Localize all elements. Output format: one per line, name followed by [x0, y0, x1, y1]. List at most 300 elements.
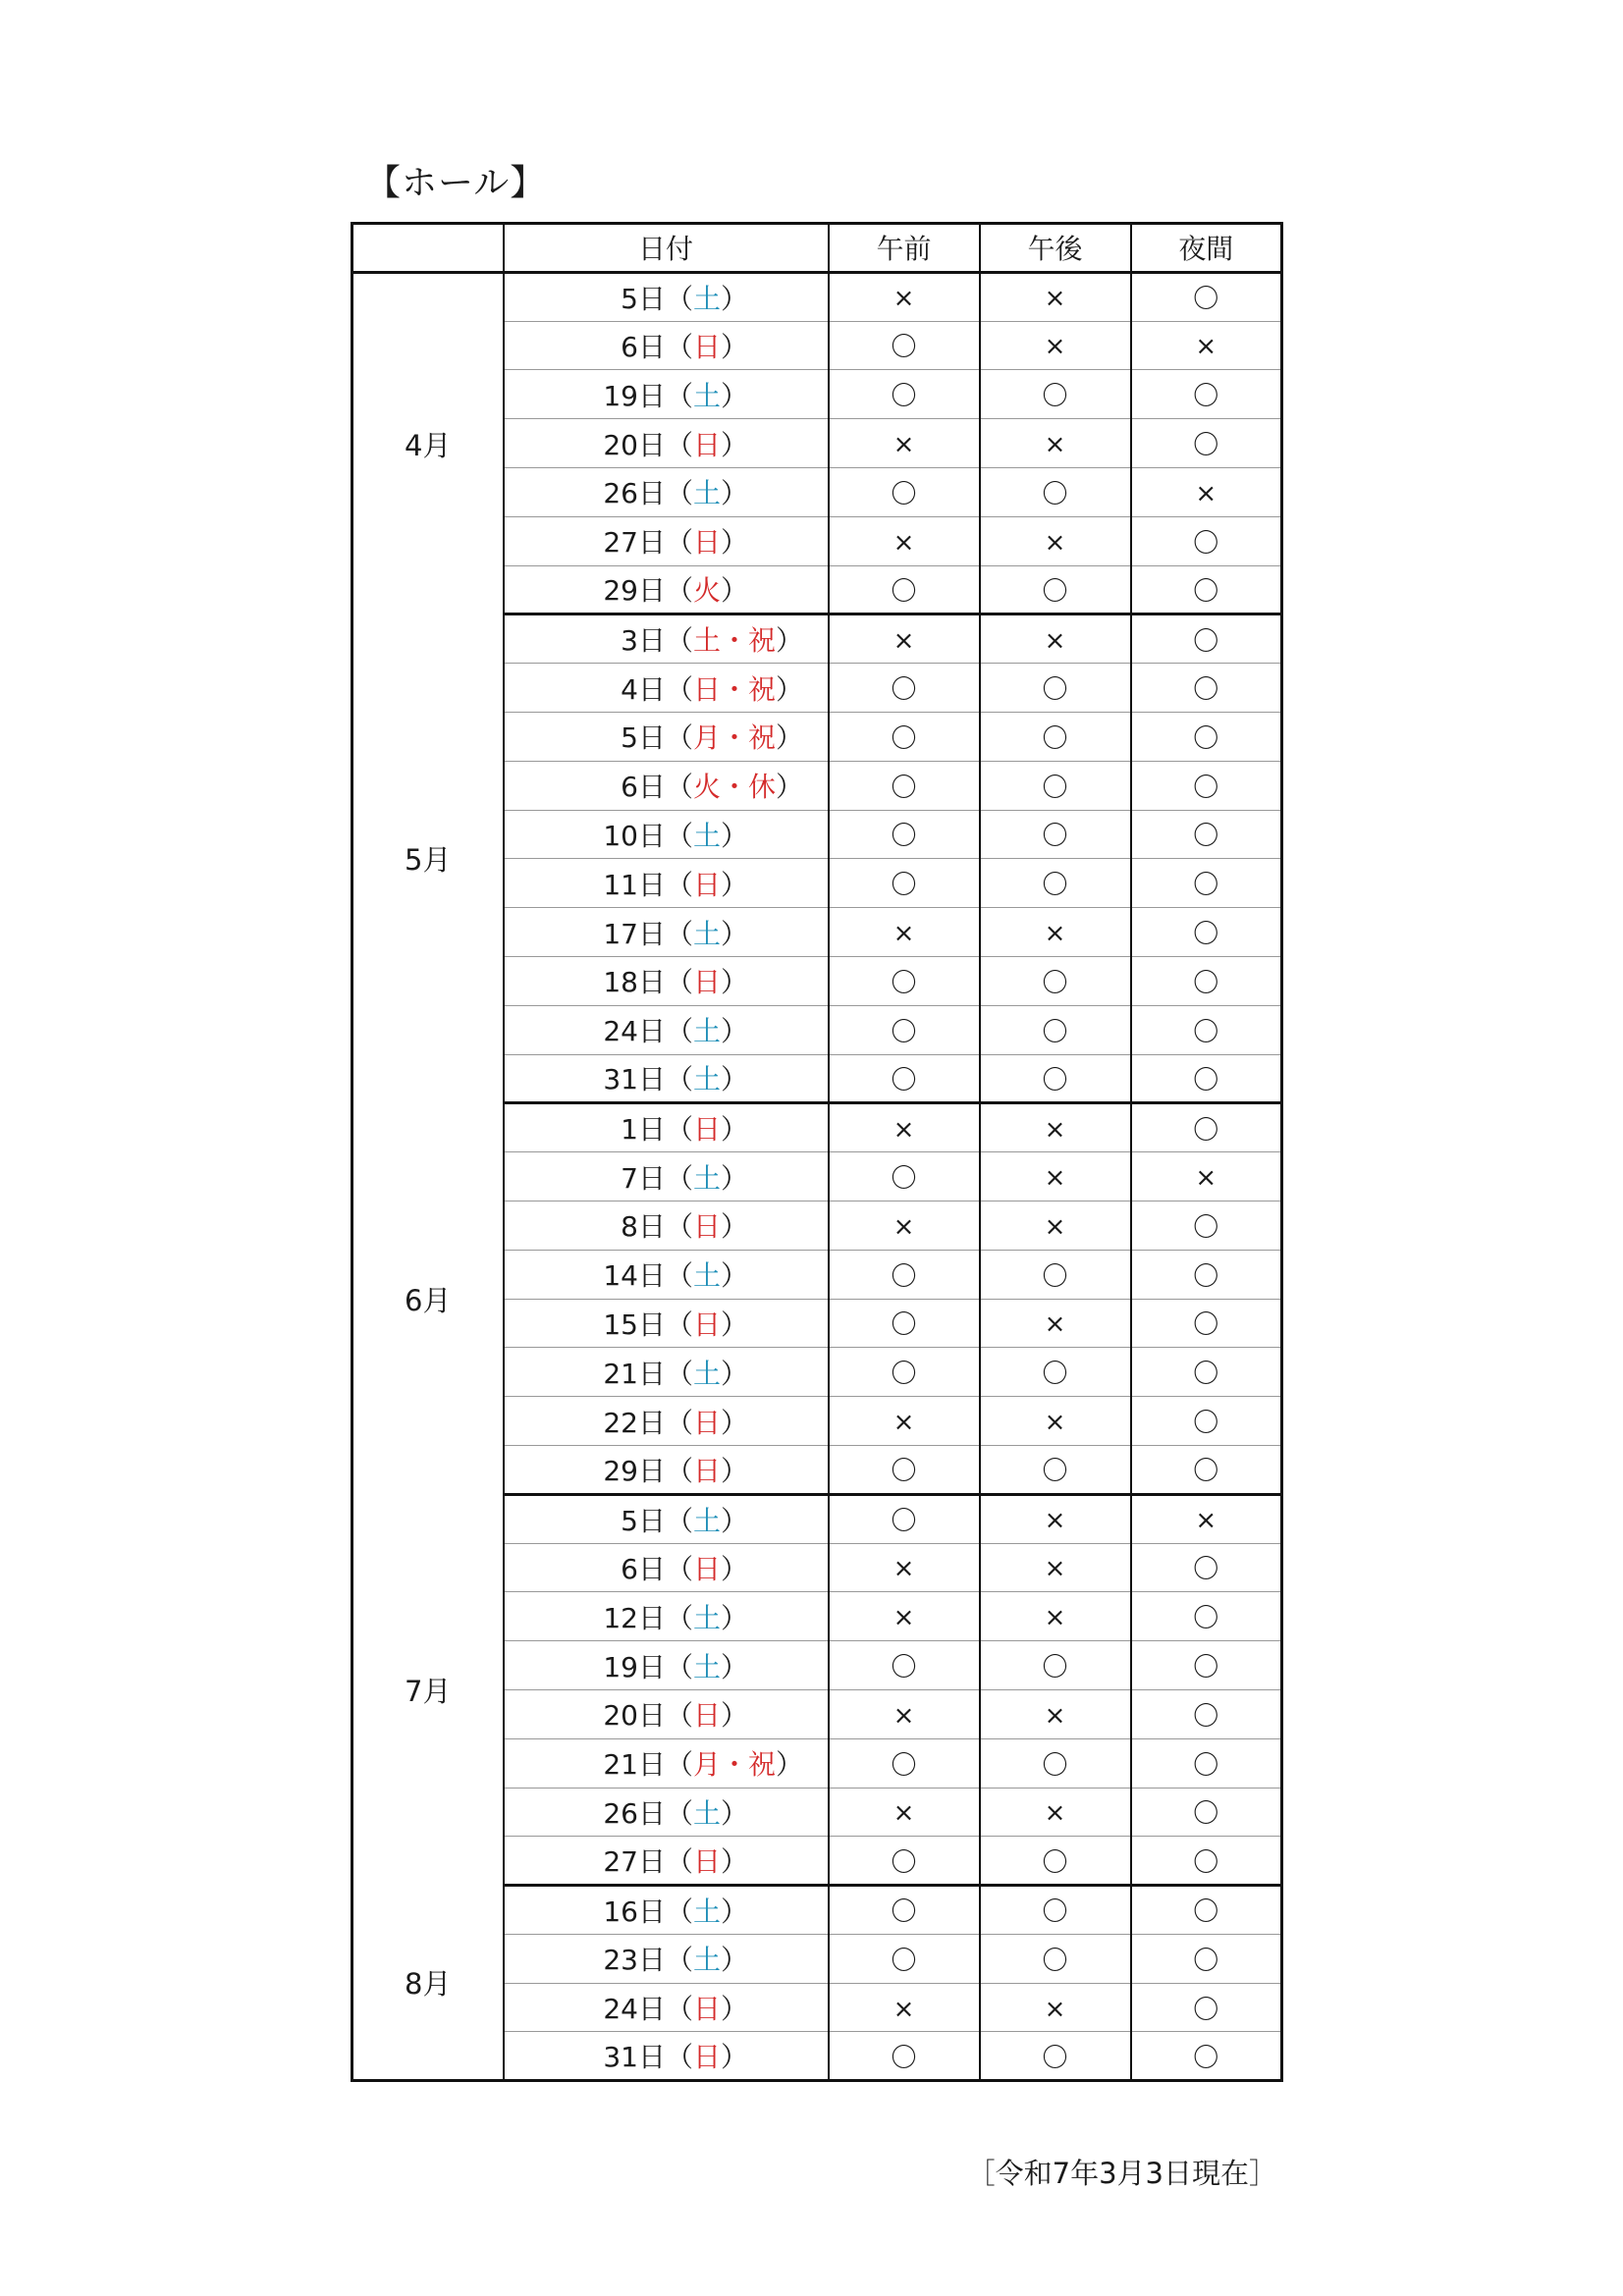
morning-status: 〇 [891, 576, 917, 607]
day-number: 26日 [603, 477, 666, 510]
weekday-label: 土 [693, 477, 722, 510]
afternoon-status: 〇 [1042, 773, 1068, 803]
morning-status: 〇 [891, 1653, 917, 1682]
date-cell: 19日（土） [504, 370, 829, 419]
morning-status-cell [829, 1152, 980, 1201]
morning-status: 〇 [891, 1750, 917, 1781]
night-status-cell [1131, 1397, 1282, 1446]
afternoon-status: 〇 [1042, 2043, 1068, 2073]
night-status-cell [1131, 1934, 1282, 1983]
date-cell: 15日（日） [504, 1299, 829, 1348]
date-cell: 6日（日） [504, 321, 829, 370]
afternoon-status: 〇 [1042, 822, 1068, 852]
table-row [352, 1494, 1282, 1543]
weekday-label: 土 [693, 1796, 722, 1830]
weekday-label: 土 [693, 1944, 722, 1977]
night-status: 〇 [1193, 431, 1219, 461]
afternoon-status: 〇 [1042, 1360, 1068, 1390]
afternoon-status-cell [980, 712, 1131, 761]
morning-status-cell [829, 1397, 980, 1446]
table-row [352, 1103, 1282, 1152]
night-status-cell [1131, 956, 1282, 1005]
date-cell: 26日（土） [504, 1788, 829, 1837]
date-cell: 21日（土） [504, 1348, 829, 1397]
weekday-label: 土 [693, 1259, 722, 1293]
date-cell: 31日（土） [504, 1054, 829, 1103]
as-of-date: ［令和7年3月3日現在］ [966, 2157, 1277, 2190]
afternoon-status: 〇 [1042, 871, 1068, 901]
morning-status-cell [829, 956, 980, 1005]
morning-status-cell [829, 1641, 980, 1690]
morning-status-cell [829, 1054, 980, 1103]
day-number: 12日 [603, 1601, 666, 1634]
day-number: 8日 [621, 1210, 666, 1244]
day-number: 10日 [603, 819, 666, 852]
morning-status-cell [829, 810, 980, 859]
morning-status: × [893, 1211, 915, 1242]
morning-status: 〇 [891, 382, 917, 412]
header-date: 日付 [504, 224, 829, 273]
afternoon-status-cell [980, 516, 1131, 565]
night-status-cell [1131, 761, 1282, 810]
night-status: 〇 [1193, 1065, 1219, 1095]
date-cell: 3日（土・祝） [504, 614, 829, 664]
night-status: 〇 [1193, 1310, 1219, 1341]
weekday-label: 日 [693, 2041, 722, 2074]
night-status-cell [1131, 565, 1282, 614]
afternoon-status-cell [980, 2032, 1131, 2081]
night-status-cell [1131, 1788, 1282, 1837]
night-status-cell [1131, 1689, 1282, 1738]
night-status-cell [1131, 1152, 1282, 1201]
weekday-label: 土 [693, 917, 722, 950]
night-status-cell [1131, 664, 1282, 713]
date-cell: 1日（日） [504, 1103, 829, 1152]
day-number: 29日 [603, 574, 666, 608]
weekday-label: 日・祝 [693, 672, 777, 706]
date-cell: 31日（日） [504, 2032, 829, 2081]
morning-status: 〇 [891, 1507, 917, 1537]
date-cell: 18日（日） [504, 956, 829, 1005]
day-number: 29日 [603, 1454, 666, 1487]
afternoon-status: × [1044, 332, 1066, 362]
morning-status-cell [829, 712, 980, 761]
night-status: 〇 [1193, 1017, 1219, 1047]
day-number: 24日 [603, 1015, 666, 1048]
morning-status: 〇 [891, 968, 917, 998]
month-label: 5月 [352, 614, 504, 1103]
afternoon-status-cell [980, 1592, 1131, 1641]
morning-status-cell [829, 1543, 980, 1592]
night-status: 〇 [1193, 1555, 1219, 1585]
day-number: 7日 [621, 1161, 666, 1195]
morning-status-cell [829, 1934, 980, 1983]
night-status: 〇 [1193, 1360, 1219, 1390]
morning-status: × [893, 1994, 915, 2024]
morning-status-cell [829, 1250, 980, 1299]
morning-status: × [893, 919, 915, 949]
night-status: 〇 [1193, 1115, 1219, 1146]
date-cell: 29日（火） [504, 565, 829, 614]
header-morning: 午前 [829, 224, 980, 273]
afternoon-status-cell [980, 565, 1131, 614]
weekday-label: 日 [693, 1308, 722, 1341]
day-number: 1日 [621, 1113, 666, 1147]
morning-status: 〇 [891, 675, 917, 706]
day-number: 11日 [603, 868, 666, 901]
night-status: 〇 [1193, 773, 1219, 803]
date-cell: 24日（日） [504, 1983, 829, 2032]
afternoon-status-cell [980, 1103, 1131, 1152]
afternoon-status-cell [980, 1152, 1131, 1201]
afternoon-status-cell [980, 1299, 1131, 1348]
afternoon-status-cell [980, 1445, 1131, 1494]
afternoon-status: × [1044, 625, 1066, 656]
night-status-cell [1131, 1641, 1282, 1690]
weekday-label: 日 [693, 1210, 722, 1244]
weekday-label: 火・休 [693, 771, 777, 804]
afternoon-status: × [1044, 527, 1066, 558]
night-status: 〇 [1193, 1212, 1219, 1243]
table-row [352, 1886, 1282, 1935]
night-status: 〇 [1193, 1409, 1219, 1439]
date-cell: 16日（土） [504, 1886, 829, 1935]
night-status: 〇 [1193, 1995, 1219, 2025]
morning-status: 〇 [891, 1261, 917, 1292]
day-number: 24日 [603, 1993, 666, 2026]
night-status-cell [1131, 467, 1282, 516]
night-status-cell [1131, 1054, 1282, 1103]
morning-status-cell [829, 321, 980, 370]
night-status: 〇 [1193, 2043, 1219, 2073]
night-status: 〇 [1193, 626, 1219, 657]
morning-status: 〇 [891, 723, 917, 754]
morning-status-cell [829, 1886, 980, 1935]
afternoon-status: 〇 [1042, 1065, 1068, 1095]
day-number: 6日 [621, 1552, 666, 1585]
date-cell: 27日（日） [504, 516, 829, 565]
afternoon-status: × [1044, 1506, 1066, 1536]
morning-status-cell [829, 516, 980, 565]
afternoon-status: × [1044, 1700, 1066, 1731]
day-number: 27日 [603, 1845, 666, 1879]
night-status-cell [1131, 1886, 1282, 1935]
month-label: 6月 [352, 1103, 504, 1494]
morning-status-cell [829, 1983, 980, 2032]
afternoon-status-cell [980, 1397, 1131, 1446]
night-status-cell [1131, 1348, 1282, 1397]
morning-status: × [893, 1603, 915, 1633]
morning-status: 〇 [891, 479, 917, 509]
night-status: 〇 [1193, 1604, 1219, 1634]
weekday-label: 土 [693, 819, 722, 852]
month-label: 8月 [352, 1886, 504, 2081]
afternoon-status-cell [980, 1348, 1131, 1397]
date-cell: 8日（日） [504, 1201, 829, 1250]
date-cell: 24日（土） [504, 1005, 829, 1054]
afternoon-status-cell [980, 859, 1131, 908]
afternoon-status-cell [980, 272, 1131, 321]
morning-status-cell [829, 1689, 980, 1738]
afternoon-status-cell [980, 1201, 1131, 1250]
date-cell: 11日（日） [504, 859, 829, 908]
day-number: 18日 [603, 966, 666, 999]
afternoon-status: × [1044, 1994, 1066, 2024]
night-status: 〇 [1193, 675, 1219, 706]
night-status-cell [1131, 1592, 1282, 1641]
morning-status: × [893, 284, 915, 314]
date-cell: 26日（土） [504, 467, 829, 516]
morning-status-cell [829, 1005, 980, 1054]
day-number: 5日 [621, 721, 666, 755]
afternoon-status: 〇 [1042, 1457, 1068, 1487]
morning-status-cell [829, 1299, 980, 1348]
weekday-label: 土 [693, 379, 722, 412]
day-number: 21日 [603, 1357, 666, 1390]
afternoon-status: × [1044, 284, 1066, 314]
night-status-cell [1131, 1005, 1282, 1054]
morning-status-cell [829, 908, 980, 957]
day-number: 19日 [603, 1650, 666, 1683]
night-status: 〇 [1193, 822, 1219, 852]
date-cell: 27日（日） [504, 1837, 829, 1886]
date-cell: 5日（土） [504, 272, 829, 321]
afternoon-status-cell [980, 761, 1131, 810]
night-status: 〇 [1193, 1261, 1219, 1292]
night-status-cell [1131, 272, 1282, 321]
afternoon-status: 〇 [1042, 1897, 1068, 1928]
night-status-cell [1131, 712, 1282, 761]
night-status: × [1195, 1163, 1217, 1194]
date-cell: 6日（日） [504, 1543, 829, 1592]
afternoon-status-cell [980, 1837, 1131, 1886]
weekday-label: 土 [693, 1650, 722, 1683]
morning-status-cell [829, 370, 980, 419]
night-status: 〇 [1193, 871, 1219, 901]
night-status-cell [1131, 321, 1282, 370]
night-status: 〇 [1193, 1946, 1219, 1976]
table-header [352, 224, 1282, 273]
morning-status: 〇 [891, 1164, 917, 1195]
afternoon-status: 〇 [1042, 723, 1068, 754]
morning-status: × [893, 430, 915, 460]
weekday-label: 日 [693, 330, 722, 363]
weekday-label: 土 [693, 1895, 722, 1928]
header-night: 夜間 [1131, 224, 1282, 273]
date-cell: 23日（土） [504, 1934, 829, 1983]
night-status-cell [1131, 1543, 1282, 1592]
night-status-cell [1131, 1201, 1282, 1250]
afternoon-status: 〇 [1042, 1750, 1068, 1781]
morning-status: × [893, 1700, 915, 1731]
weekday-label: 火 [693, 574, 722, 608]
morning-status: 〇 [891, 333, 917, 363]
night-status-cell [1131, 1494, 1282, 1543]
weekday-label: 日 [693, 1993, 722, 2026]
day-number: 6日 [621, 771, 666, 804]
afternoon-status: × [1044, 1211, 1066, 1242]
morning-status-cell [829, 761, 980, 810]
afternoon-status: 〇 [1042, 1653, 1068, 1682]
morning-status: 〇 [891, 1017, 917, 1047]
weekday-label: 日 [693, 1552, 722, 1585]
afternoon-status: × [1044, 1163, 1066, 1194]
weekday-label: 土 [693, 1504, 722, 1537]
morning-status: 〇 [891, 822, 917, 852]
morning-status-cell [829, 2032, 980, 2081]
morning-status-cell [829, 1445, 980, 1494]
night-status-cell [1131, 419, 1282, 468]
night-status: 〇 [1193, 285, 1219, 315]
afternoon-status: 〇 [1042, 479, 1068, 509]
day-number: 14日 [603, 1259, 666, 1293]
date-cell: 10日（土） [504, 810, 829, 859]
afternoon-status: 〇 [1042, 576, 1068, 607]
afternoon-status-cell [980, 419, 1131, 468]
afternoon-status: 〇 [1042, 968, 1068, 998]
night-status-cell [1131, 908, 1282, 957]
morning-status: × [893, 527, 915, 558]
date-cell: 5日（土） [504, 1494, 829, 1543]
day-number: 22日 [603, 1406, 666, 1439]
night-status-cell [1131, 859, 1282, 908]
date-cell: 22日（日） [504, 1397, 829, 1446]
afternoon-status: × [1044, 919, 1066, 949]
table-row [352, 614, 1282, 664]
day-number: 16日 [603, 1895, 666, 1928]
night-status: × [1195, 332, 1217, 362]
morning-status: × [893, 1114, 915, 1145]
weekday-label: 日 [693, 1845, 722, 1879]
night-status: 〇 [1193, 920, 1219, 950]
day-number: 5日 [621, 282, 666, 315]
afternoon-status: × [1044, 1114, 1066, 1145]
weekday-label: 日 [693, 428, 722, 461]
morning-status: × [893, 1408, 915, 1438]
night-status-cell [1131, 1445, 1282, 1494]
weekday-label: 日 [693, 966, 722, 999]
afternoon-status-cell [980, 1689, 1131, 1738]
night-status: 〇 [1193, 528, 1219, 559]
afternoon-status-cell [980, 370, 1131, 419]
header-month [352, 224, 504, 273]
night-status-cell [1131, 1983, 1282, 2032]
night-status: 〇 [1193, 576, 1219, 607]
afternoon-status: 〇 [1042, 1847, 1068, 1878]
availability-table [351, 222, 1283, 2082]
afternoon-status-cell [980, 1641, 1131, 1690]
afternoon-status-cell [980, 1054, 1131, 1103]
morning-status-cell [829, 467, 980, 516]
morning-status: × [893, 1798, 915, 1829]
afternoon-status: 〇 [1042, 1946, 1068, 1976]
weekday-label: 土 [693, 282, 722, 315]
afternoon-status-cell [980, 1250, 1131, 1299]
weekday-label: 日 [693, 1406, 722, 1439]
date-cell: 6日（火・休） [504, 761, 829, 810]
night-status-cell [1131, 614, 1282, 664]
table-row [352, 272, 1282, 321]
day-number: 21日 [603, 1748, 666, 1782]
date-cell: 20日（日） [504, 419, 829, 468]
night-status-cell [1131, 1299, 1282, 1348]
morning-status: 〇 [891, 1360, 917, 1390]
night-status: 〇 [1193, 1799, 1219, 1830]
morning-status: 〇 [891, 1065, 917, 1095]
header-afternoon: 午後 [980, 224, 1131, 273]
afternoon-status-cell [980, 1005, 1131, 1054]
weekday-label: 土 [693, 1161, 722, 1195]
month-label: 4月 [352, 272, 504, 614]
night-status-cell [1131, 1738, 1282, 1788]
morning-status: 〇 [891, 1310, 917, 1341]
day-number: 23日 [603, 1944, 666, 1977]
day-number: 6日 [621, 330, 666, 363]
morning-status-cell [829, 1494, 980, 1543]
night-status-cell [1131, 1103, 1282, 1152]
afternoon-status-cell [980, 1788, 1131, 1837]
afternoon-status: × [1044, 1603, 1066, 1633]
afternoon-status: 〇 [1042, 675, 1068, 706]
morning-status: 〇 [891, 2043, 917, 2073]
date-cell: 7日（土） [504, 1152, 829, 1201]
night-status-cell [1131, 516, 1282, 565]
afternoon-status: × [1044, 1309, 1066, 1340]
weekday-label: 土 [693, 1357, 722, 1390]
afternoon-status-cell [980, 1738, 1131, 1788]
morning-status-cell [829, 272, 980, 321]
morning-status-cell [829, 614, 980, 664]
afternoon-status-cell [980, 908, 1131, 957]
day-number: 15日 [603, 1308, 666, 1341]
morning-status-cell [829, 1103, 980, 1152]
morning-status-cell [829, 419, 980, 468]
day-number: 3日 [621, 624, 666, 658]
day-number: 26日 [603, 1796, 666, 1830]
morning-status: 〇 [891, 773, 917, 803]
morning-status-cell [829, 1837, 980, 1886]
day-number: 17日 [603, 917, 666, 950]
weekday-label: 土 [693, 1063, 722, 1096]
night-status-cell [1131, 2032, 1282, 2081]
night-status: 〇 [1193, 968, 1219, 998]
date-cell: 17日（土） [504, 908, 829, 957]
weekday-label: 日 [693, 868, 722, 901]
page-title: 【ホール】 [365, 163, 547, 203]
weekday-label: 土 [693, 1015, 722, 1048]
morning-status-cell [829, 859, 980, 908]
date-cell: 12日（土） [504, 1592, 829, 1641]
morning-status: 〇 [891, 871, 917, 901]
night-status: × [1195, 1506, 1217, 1536]
date-cell: 21日（月・祝） [504, 1738, 829, 1788]
morning-status: 〇 [891, 1847, 917, 1878]
morning-status-cell [829, 1788, 980, 1837]
afternoon-status-cell [980, 1886, 1131, 1935]
night-status: 〇 [1193, 1750, 1219, 1781]
afternoon-status-cell [980, 664, 1131, 713]
afternoon-status: 〇 [1042, 1017, 1068, 1047]
day-number: 5日 [621, 1504, 666, 1537]
afternoon-status-cell [980, 467, 1131, 516]
date-cell: 4日（日・祝） [504, 664, 829, 713]
day-number: 20日 [603, 428, 666, 461]
morning-status: 〇 [891, 1897, 917, 1928]
night-status: 〇 [1193, 1847, 1219, 1878]
morning-status-cell [829, 1592, 980, 1641]
weekday-label: 日 [693, 1113, 722, 1147]
morning-status: 〇 [891, 1946, 917, 1976]
